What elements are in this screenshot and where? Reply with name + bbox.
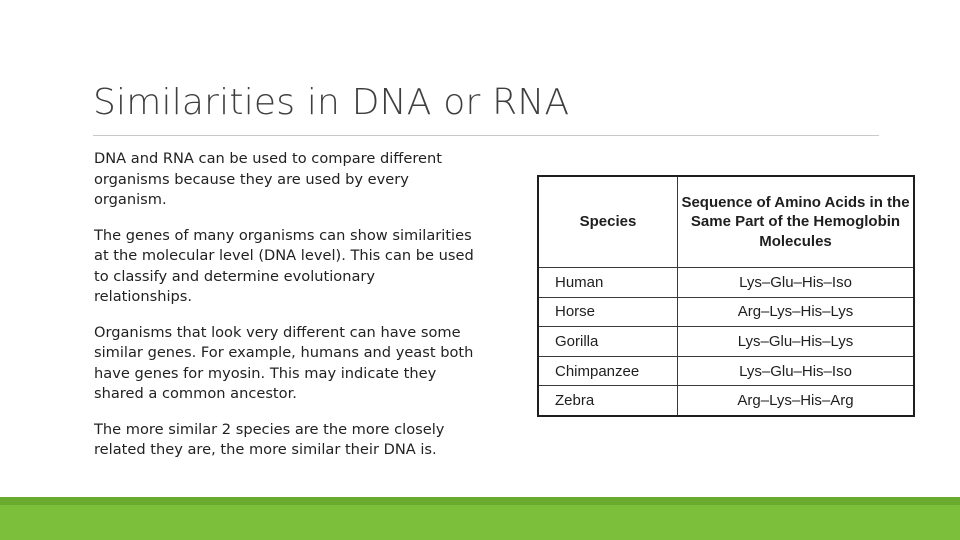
table-row [538,327,914,357]
table-row [538,356,914,386]
header-sequence: Sequence of Amino Acids in the Same Part of the Hemoglobin Molecules [678,176,915,268]
sequence-cell: Lys–Glu–His–Iso [678,356,915,386]
hemoglobin-table [537,175,915,417]
sequence-cell: Lys–Glu–His–Iso [678,268,915,298]
species-cell: Gorilla [538,327,678,357]
sequence-cell: Arg–Lys–His–Lys [678,297,915,327]
species-cell: Zebra [538,386,678,416]
header-species: Species [538,176,678,268]
slide-title: Similarities in DNA or RNA [93,82,570,123]
species-cell: Horse [538,297,678,327]
body-text [94,149,474,476]
table-row [538,297,914,327]
sequence-cell: Arg–Lys–His–Arg [678,386,915,416]
table-row [538,386,914,416]
paragraph-1: DNA and RNA can be used to compare different organisms because they are used by every organism. [94,150,442,208]
paragraph-2: The genes of many organisms can show similarities at the molecular level (DNA level). This can be used to classify and determine evolutionary relationships. [94,226,474,305]
paragraph-4: The more similar 2 species are the more closely related they are, the more similar their DNA is. [94,420,445,458]
title-divider [93,135,879,136]
footer-accent-line [0,497,960,505]
sequence-cell: Lys–Glu–His–Lys [678,327,915,357]
table-header-row [538,176,914,268]
table-row [538,268,914,298]
species-cell: Human [538,268,678,298]
paragraph-3: Organisms that look very different can have some similar genes. For example, humans and yeast both have genes for myosin. This may indicate they shared a common ancestor. [94,323,474,402]
species-cell: Chimpanzee [538,356,678,386]
